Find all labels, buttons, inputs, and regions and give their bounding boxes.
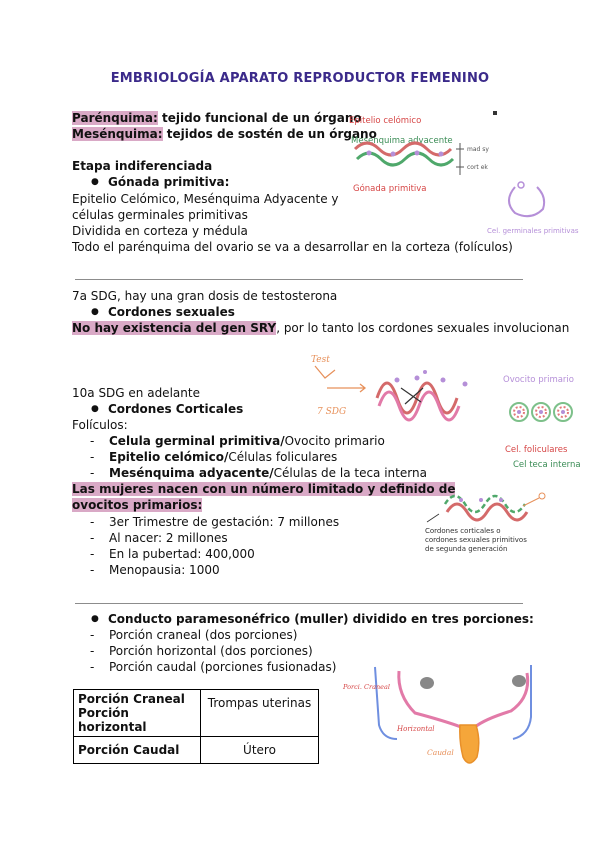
table-cell bbox=[74, 690, 201, 737]
figure-cordones-corticales bbox=[415, 470, 555, 565]
ovocitos-highlight-1 bbox=[72, 481, 455, 497]
note-cort: cort ek bbox=[467, 164, 488, 171]
figure-cordones-involucion bbox=[305, 348, 495, 438]
caption-line1: Cordones corticales o bbox=[425, 527, 501, 535]
muller-item: - Porción horizontal (dos porciones) bbox=[109, 643, 313, 659]
table-row bbox=[74, 690, 319, 737]
foliculo-item bbox=[109, 465, 427, 481]
foliculos-label: Folículos: bbox=[72, 418, 128, 432]
label-caudal: Caudal bbox=[427, 748, 454, 757]
foliculo-item-rest: Células de la teca interna bbox=[273, 466, 427, 480]
label-horizontal: Horizontal bbox=[397, 725, 435, 733]
label-gonada: Gónada primitiva bbox=[353, 184, 427, 194]
sry-rest: , por lo tanto los cordones sexuales involucionan bbox=[276, 321, 570, 335]
term-parenquima: Parénquima: bbox=[72, 111, 158, 125]
note-mad: mad sy bbox=[467, 146, 489, 153]
ovocito-count: - Menopausia: 1000 bbox=[109, 562, 220, 578]
table-cell: Trompas uterinas bbox=[201, 690, 319, 737]
table-row bbox=[74, 737, 319, 764]
ovocito-count: - 3er Trimestre de gestación: 7 millones bbox=[109, 514, 339, 530]
etapa-line3: Dividida en corteza y médula bbox=[72, 224, 248, 238]
foliculo-item bbox=[109, 433, 385, 449]
etapa-heading: Etapa indiferenciada bbox=[72, 159, 213, 173]
label-mesenquima: Mesenquima adyacente bbox=[351, 136, 453, 146]
term-mesenquima: Mesénquima: bbox=[72, 127, 163, 141]
foliculo-item bbox=[109, 449, 337, 465]
foliculo-item-bold: Epitelio celómico/ bbox=[109, 450, 229, 464]
foliculo-item-rest: Células foliculares bbox=[228, 450, 338, 464]
sry-highlight: No hay existencia del gen SRY bbox=[72, 321, 277, 335]
ovocito-count: - En la pubertad: 400,000 bbox=[109, 546, 255, 562]
label-test: Test bbox=[311, 355, 330, 365]
sdg7-line1: 7a SDG, hay una gran dosis de testosterona bbox=[72, 289, 338, 303]
caption-line2: cordones sexuales primitivos bbox=[425, 536, 527, 544]
muller-bullet: ● Conducto paramesonéfrico (muller) dividido en tres porciones: bbox=[108, 611, 534, 627]
ovocito-count: - Al nacer: 2 millones bbox=[109, 530, 228, 546]
etapa-line2: células germinales primitivas bbox=[72, 208, 248, 222]
def-parenquima bbox=[72, 110, 362, 126]
label-teca: Cel teca interna bbox=[513, 460, 581, 470]
def-mesenquima-text: tejidos de sostén de un órgano bbox=[162, 127, 377, 141]
divider bbox=[75, 603, 523, 604]
sdg10-bullet: ● Cordones Corticales bbox=[108, 401, 243, 417]
page-title: EMBRIOLOGÍA APARATO REPRODUCTOR FEMENINO bbox=[110, 71, 490, 86]
ovocitos-hl-text-2: ovocitos primarios: bbox=[72, 498, 203, 512]
cell-craneal: Porción Craneal bbox=[78, 692, 185, 706]
foliculo-item-rest: Ovocito primario bbox=[284, 434, 385, 448]
def-mesenquima bbox=[72, 126, 377, 142]
muller-item: - Porción craneal (dos porciones) bbox=[109, 627, 297, 643]
def-parenquima-text: tejido funcional de un órgano bbox=[157, 111, 362, 125]
divider bbox=[75, 279, 523, 280]
foliculo-item-bold: Mesénquima adyacente/ bbox=[109, 466, 274, 480]
figure-conducto-muller bbox=[335, 655, 560, 775]
sdg7-sry-line bbox=[72, 320, 569, 336]
label-cel-foliculares: Cel. foliculares bbox=[505, 445, 568, 455]
sdg7-bullet: ● Cordones sexuales bbox=[108, 304, 235, 320]
label-craneal: Porci. Craneal bbox=[343, 683, 390, 691]
sdg10-line1: 10a SDG en adelante bbox=[72, 386, 200, 400]
figure-foliculos bbox=[497, 370, 587, 470]
figure-gonada-primitiva bbox=[335, 105, 585, 245]
porciones-table bbox=[73, 689, 319, 764]
etapa-line1: Epitelio Celómico, Mesénquima Adyacente y bbox=[72, 192, 339, 206]
table-cell: Porción Caudal bbox=[74, 737, 201, 764]
label-cel-germinales: Cel. germinales primitivas bbox=[487, 227, 579, 235]
ovocitos-hl-text-1: Las mujeres nacen con un número limitado y definido de bbox=[72, 482, 456, 496]
label-7sdg: 7 SDG bbox=[317, 407, 347, 417]
cell-horizontal: Porción horizontal bbox=[78, 706, 147, 734]
etapa-line4: Todo el parénquima del ovario se va a desarrollar en la corteza (folículos) bbox=[72, 240, 513, 254]
table-cell: Útero bbox=[201, 737, 319, 764]
label-ovocito: Ovocito primario bbox=[503, 375, 574, 385]
etapa-bullet: ● Gónada primitiva: bbox=[108, 174, 229, 190]
caption-line3: de segunda generación bbox=[425, 545, 508, 553]
muller-item: - Porción caudal (porciones fusionadas) bbox=[109, 659, 336, 675]
ovocitos-highlight-2 bbox=[72, 497, 202, 513]
foliculo-item-bold: Celula germinal primitiva/ bbox=[109, 434, 285, 448]
label-epitelio: Epitelio celómico bbox=[349, 116, 422, 126]
